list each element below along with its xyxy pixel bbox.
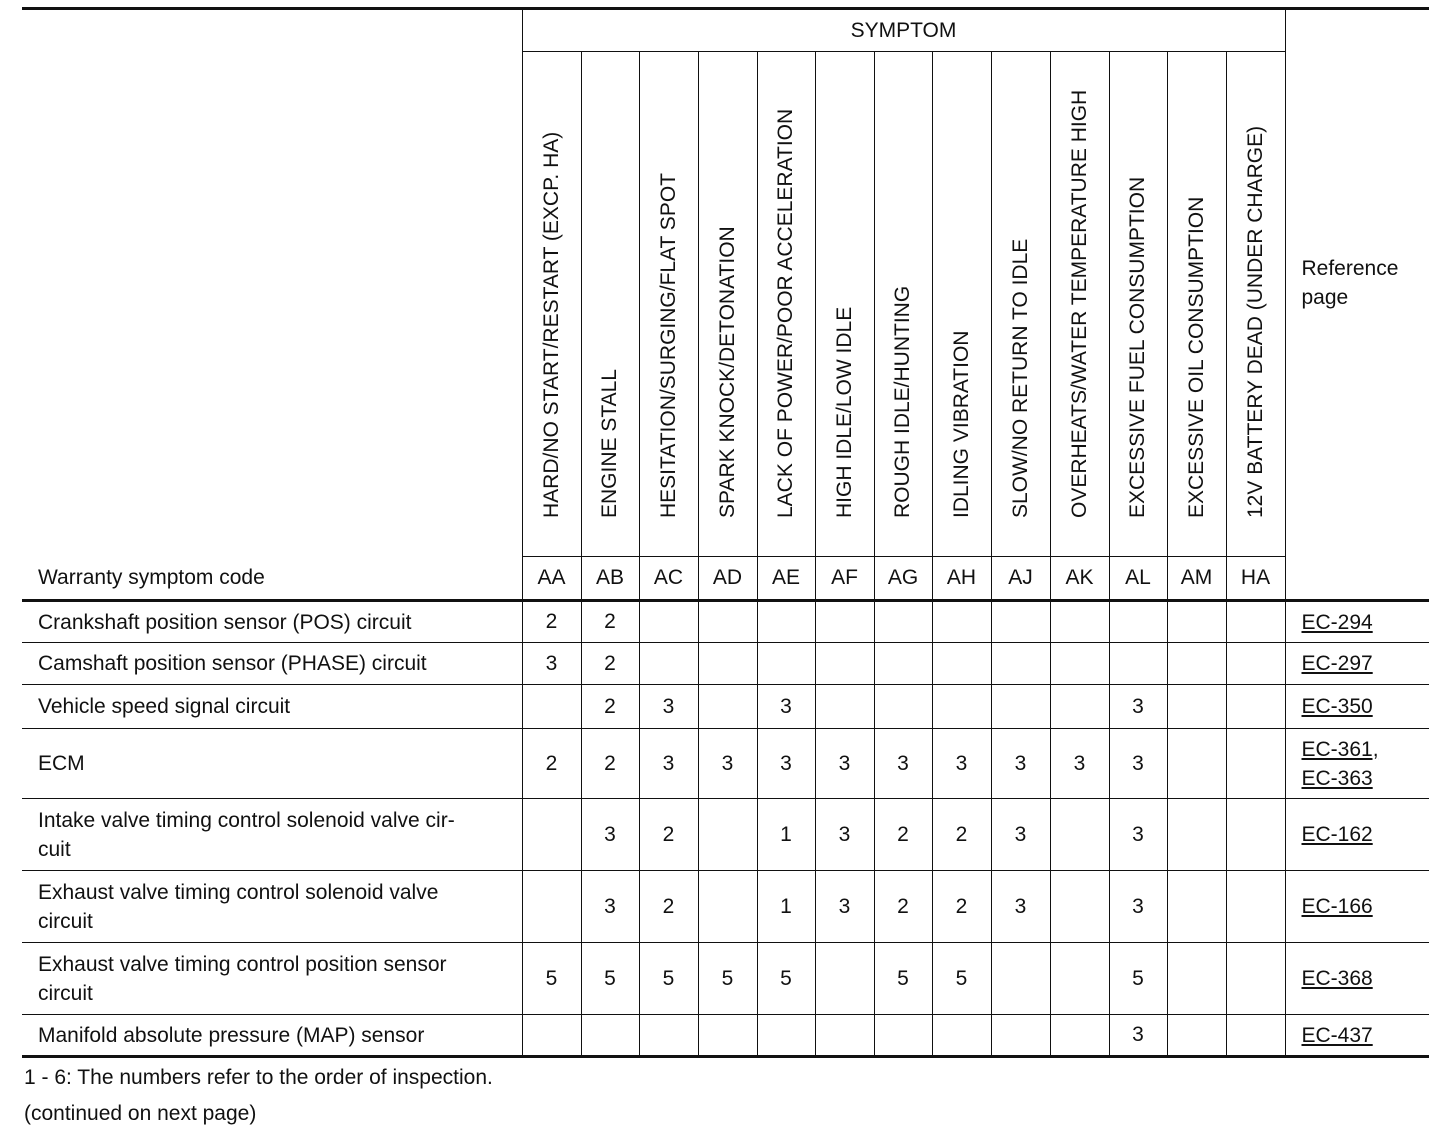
symptom-name: ENGINE STALL <box>598 369 621 518</box>
symptom-name: LACK OF POWER/POOR ACCELERATION <box>774 108 797 518</box>
inspection-order-cell: 3 <box>932 729 991 799</box>
table-row <box>22 601 1429 643</box>
inspection-order-cell: 3 <box>815 729 874 799</box>
inspection-order-cell <box>932 601 991 643</box>
inspection-order-cell <box>991 943 1050 1015</box>
inspection-order-cell: 2 <box>874 799 932 871</box>
inspection-order-cell: 5 <box>581 943 639 1015</box>
row-label <box>22 799 522 871</box>
inspection-order-cell <box>698 799 757 871</box>
inspection-order-cell: 3 <box>522 643 581 685</box>
reference-link[interactable]: EC-368 <box>1301 967 1373 990</box>
row-label: Vehicle speed signal circuit <box>22 685 522 729</box>
row-label: Manifold absolute pressure (MAP) sensor <box>22 1015 522 1057</box>
inspection-order-cell: 5 <box>874 943 932 1015</box>
table-row <box>22 685 1429 729</box>
symptom-name: SPARK KNOCK/DETONATION <box>715 226 739 518</box>
inspection-order-cell: 3 <box>581 871 639 943</box>
inspection-order-cell: 2 <box>581 685 639 729</box>
reference-link[interactable]: EC-294 <box>1301 610 1373 634</box>
inspection-order-cell: 1 <box>757 799 815 871</box>
inspection-order-cell: 3 <box>639 729 698 799</box>
inspection-order-cell: 2 <box>932 799 991 871</box>
inspection-order-cell <box>639 1015 698 1057</box>
inspection-order-cell: 5 <box>1109 943 1167 1015</box>
row-label-line: cuit <box>38 837 71 861</box>
symptom-column-header <box>932 52 991 557</box>
inspection-order-cell <box>991 601 1050 643</box>
table-row <box>22 729 1429 799</box>
inspection-order-cell <box>757 1015 815 1057</box>
reference-cell <box>1285 871 1429 943</box>
inspection-order-cell <box>1050 943 1109 1015</box>
inspection-order-cell <box>1109 601 1167 643</box>
inspection-order-cell <box>874 601 932 643</box>
row-label-line: Exhaust valve timing control solenoid valve <box>38 880 439 904</box>
warranty-symptom-code-label: Warranty symptom code <box>22 557 522 601</box>
inspection-order-cell: 3 <box>1109 685 1167 729</box>
reference-link[interactable]: EC-166 <box>1301 895 1373 918</box>
reference-link[interactable]: EC-363 <box>1301 766 1373 790</box>
inspection-order-cell: 3 <box>639 685 698 729</box>
inspection-order-cell: 2 <box>522 601 581 643</box>
inspection-order-cell <box>522 871 581 943</box>
reference-cell <box>1285 601 1429 643</box>
inspection-order-cell <box>757 643 815 685</box>
reference-cell <box>1285 799 1429 871</box>
inspection-order-cell <box>991 1015 1050 1057</box>
table-row <box>22 643 1429 685</box>
symptom-name: ROUGH IDLE/HUNTING <box>891 285 914 518</box>
inspection-order-cell <box>639 643 698 685</box>
inspection-order-cell: 3 <box>991 729 1050 799</box>
inspection-order-cell: 3 <box>1109 799 1167 871</box>
symptom-code: AA <box>522 557 581 601</box>
symptom-code: AG <box>874 557 932 601</box>
inspection-order-cell: 5 <box>757 943 815 1015</box>
inspection-order-cell <box>1226 871 1285 943</box>
inspection-order-cell <box>991 643 1050 685</box>
inspection-order-cell: 2 <box>581 601 639 643</box>
symptom-code: AF <box>815 557 874 601</box>
inspection-order-cell <box>1226 943 1285 1015</box>
symptom-code: AC <box>639 557 698 601</box>
inspection-order-cell <box>815 685 874 729</box>
inspection-order-cell: 3 <box>991 799 1050 871</box>
inspection-order-cell <box>1167 685 1226 729</box>
reference-cell <box>1285 729 1429 799</box>
inspection-order-cell <box>1167 943 1226 1015</box>
inspection-order-cell <box>1226 799 1285 871</box>
symptom-name: 12V BATTERY DEAD (UNDER CHARGE) <box>1243 125 1267 518</box>
inspection-order-cell <box>698 601 757 643</box>
inspection-order-cell <box>639 601 698 643</box>
inspection-order-cell <box>991 685 1050 729</box>
symptom-code: AM <box>1167 557 1226 601</box>
inspection-order-cell: 5 <box>639 943 698 1015</box>
inspection-order-cell <box>1226 643 1285 685</box>
inspection-order-cell <box>522 799 581 871</box>
reference-cell <box>1285 643 1429 685</box>
symptom-title: SYMPTOM <box>522 9 1285 52</box>
inspection-order-cell: 2 <box>581 643 639 685</box>
inspection-order-cell <box>815 643 874 685</box>
symptom-column-header <box>991 52 1050 557</box>
inspection-order-cell <box>522 1015 581 1057</box>
symptom-name: HESITATION/SURGING/FLAT SPOT <box>656 173 680 518</box>
inspection-order-cell <box>874 1015 932 1057</box>
inspection-order-cell <box>1226 685 1285 729</box>
code-row-ref-cell <box>1285 557 1429 601</box>
reference-cell <box>1285 1015 1429 1057</box>
inspection-order-cell <box>1167 643 1226 685</box>
symptom-name: SLOW/NO RETURN TO IDLE <box>1008 238 1032 518</box>
inspection-order-cell <box>1167 799 1226 871</box>
symptom-name: OVERHEATS/WATER TEMPERATURE HIGH <box>1067 89 1091 518</box>
inspection-order-cell <box>1109 643 1167 685</box>
symptom-column-header <box>581 52 639 557</box>
inspection-order-cell: 3 <box>757 729 815 799</box>
reference-link[interactable]: EC-297 <box>1301 652 1373 675</box>
symptom-code: AE <box>757 557 815 601</box>
inspection-order-cell <box>581 1015 639 1057</box>
inspection-order-cell: 3 <box>1109 1015 1167 1057</box>
inspection-order-cell <box>1050 601 1109 643</box>
continued-note: (continued on next page) <box>24 1102 257 1125</box>
inspection-order-cell <box>1167 871 1226 943</box>
inspection-order-cell <box>815 1015 874 1057</box>
inspection-order-cell: 3 <box>991 871 1050 943</box>
inspection-order-cell <box>1050 643 1109 685</box>
symptom-code: AJ <box>991 557 1050 601</box>
inspection-order-cell <box>522 685 581 729</box>
symptom-column-header <box>815 52 874 557</box>
inspection-order-cell <box>815 601 874 643</box>
symptom-code: AH <box>932 557 991 601</box>
inspection-order-cell <box>698 643 757 685</box>
table-row <box>22 871 1429 943</box>
symptom-column-header <box>1167 52 1226 557</box>
inspection-order-cell <box>1167 1015 1226 1057</box>
corner-cell <box>22 9 522 557</box>
reference-cell <box>1285 943 1429 1015</box>
reference-link[interactable]: EC-162 <box>1301 823 1373 846</box>
row-label-line: circuit <box>38 981 93 1005</box>
symptom-code: AD <box>698 557 757 601</box>
inspection-order-cell: 3 <box>757 685 815 729</box>
reference-page-label: Reference page <box>1301 257 1399 310</box>
symptom-column-header <box>1109 52 1167 557</box>
inspection-order-cell <box>698 1015 757 1057</box>
row-label: ECM <box>22 729 522 799</box>
row-label <box>22 943 522 1015</box>
inspection-order-cell: 2 <box>639 799 698 871</box>
inspection-order-cell: 3 <box>1109 729 1167 799</box>
inspection-order-cell <box>1050 799 1109 871</box>
inspection-order-cell <box>932 1015 991 1057</box>
inspection-order-cell <box>932 685 991 729</box>
row-label-line: circuit <box>38 909 93 933</box>
inspection-order-cell <box>932 643 991 685</box>
symptom-column-header <box>874 52 932 557</box>
inspection-order-cell <box>1167 729 1226 799</box>
inspection-order-cell: 3 <box>698 729 757 799</box>
inspection-order-cell <box>1226 729 1285 799</box>
inspection-order-cell: 2 <box>932 871 991 943</box>
inspection-order-cell: 5 <box>522 943 581 1015</box>
inspection-order-cell <box>1050 1015 1109 1057</box>
symptom-code: HA <box>1226 557 1285 601</box>
symptom-column-header <box>1050 52 1109 557</box>
symptom-column-header <box>698 52 757 557</box>
symptom-name: EXCESSIVE FUEL CONSUMPTION <box>1126 176 1149 518</box>
inspection-order-cell <box>815 943 874 1015</box>
reference-page-header <box>1285 9 1429 557</box>
inspection-order-cell <box>1050 871 1109 943</box>
inspection-order-cell: 3 <box>815 871 874 943</box>
inspection-order-cell <box>698 685 757 729</box>
inspection-order-note: 1 - 6: The numbers refer to the order of inspection. <box>24 1066 493 1089</box>
row-label-line: Exhaust valve timing control position sensor <box>38 952 447 976</box>
inspection-order-cell: 3 <box>874 729 932 799</box>
inspection-order-cell: 1 <box>757 871 815 943</box>
inspection-order-cell <box>698 871 757 943</box>
inspection-order-cell: 3 <box>815 799 874 871</box>
reference-link[interactable]: EC-437 <box>1301 1023 1373 1047</box>
inspection-order-cell: 3 <box>1109 871 1167 943</box>
inspection-order-cell <box>1167 601 1226 643</box>
symptom-column-header <box>1226 52 1285 557</box>
inspection-order-cell <box>874 685 932 729</box>
inspection-order-cell <box>1226 601 1285 643</box>
table-row <box>22 1015 1429 1057</box>
inspection-order-cell: 2 <box>874 871 932 943</box>
inspection-order-cell <box>1050 685 1109 729</box>
inspection-order-cell: 2 <box>522 729 581 799</box>
reference-link[interactable]: EC-361, <box>1301 737 1379 761</box>
row-label: Crankshaft position sensor (POS) circuit <box>22 601 522 643</box>
symptom-column-header <box>639 52 698 557</box>
symptom-code: AL <box>1109 557 1167 601</box>
row-label: Camshaft position sensor (PHASE) circuit <box>22 643 522 685</box>
symptom-name: EXCESSIVE OIL CONSUMPTION <box>1184 196 1208 518</box>
symptom-name: HIGH IDLE/LOW IDLE <box>832 306 856 518</box>
inspection-order-cell: 2 <box>581 729 639 799</box>
symptom-table <box>22 7 1429 1058</box>
inspection-order-cell <box>757 601 815 643</box>
inspection-order-cell: 3 <box>581 799 639 871</box>
symptom-column-header <box>757 52 815 557</box>
reference-link[interactable]: EC-350 <box>1301 695 1373 718</box>
table-row <box>22 943 1429 1015</box>
inspection-order-cell: 5 <box>932 943 991 1015</box>
row-label-line: Intake valve timing control solenoid valve cir- <box>38 808 455 832</box>
inspection-order-cell <box>874 643 932 685</box>
inspection-order-cell: 5 <box>698 943 757 1015</box>
inspection-order-cell: 2 <box>639 871 698 943</box>
symptom-name: IDLING VIBRATION <box>949 330 973 518</box>
symptom-name: HARD/NO START/RESTART (EXCP. HA) <box>539 131 563 518</box>
symptom-code: AK <box>1050 557 1109 601</box>
symptom-column-header <box>522 52 581 557</box>
table-row <box>22 799 1429 871</box>
inspection-order-cell <box>1226 1015 1285 1057</box>
symptom-code: AB <box>581 557 639 601</box>
inspection-order-cell: 3 <box>1050 729 1109 799</box>
row-label <box>22 871 522 943</box>
reference-cell <box>1285 685 1429 729</box>
